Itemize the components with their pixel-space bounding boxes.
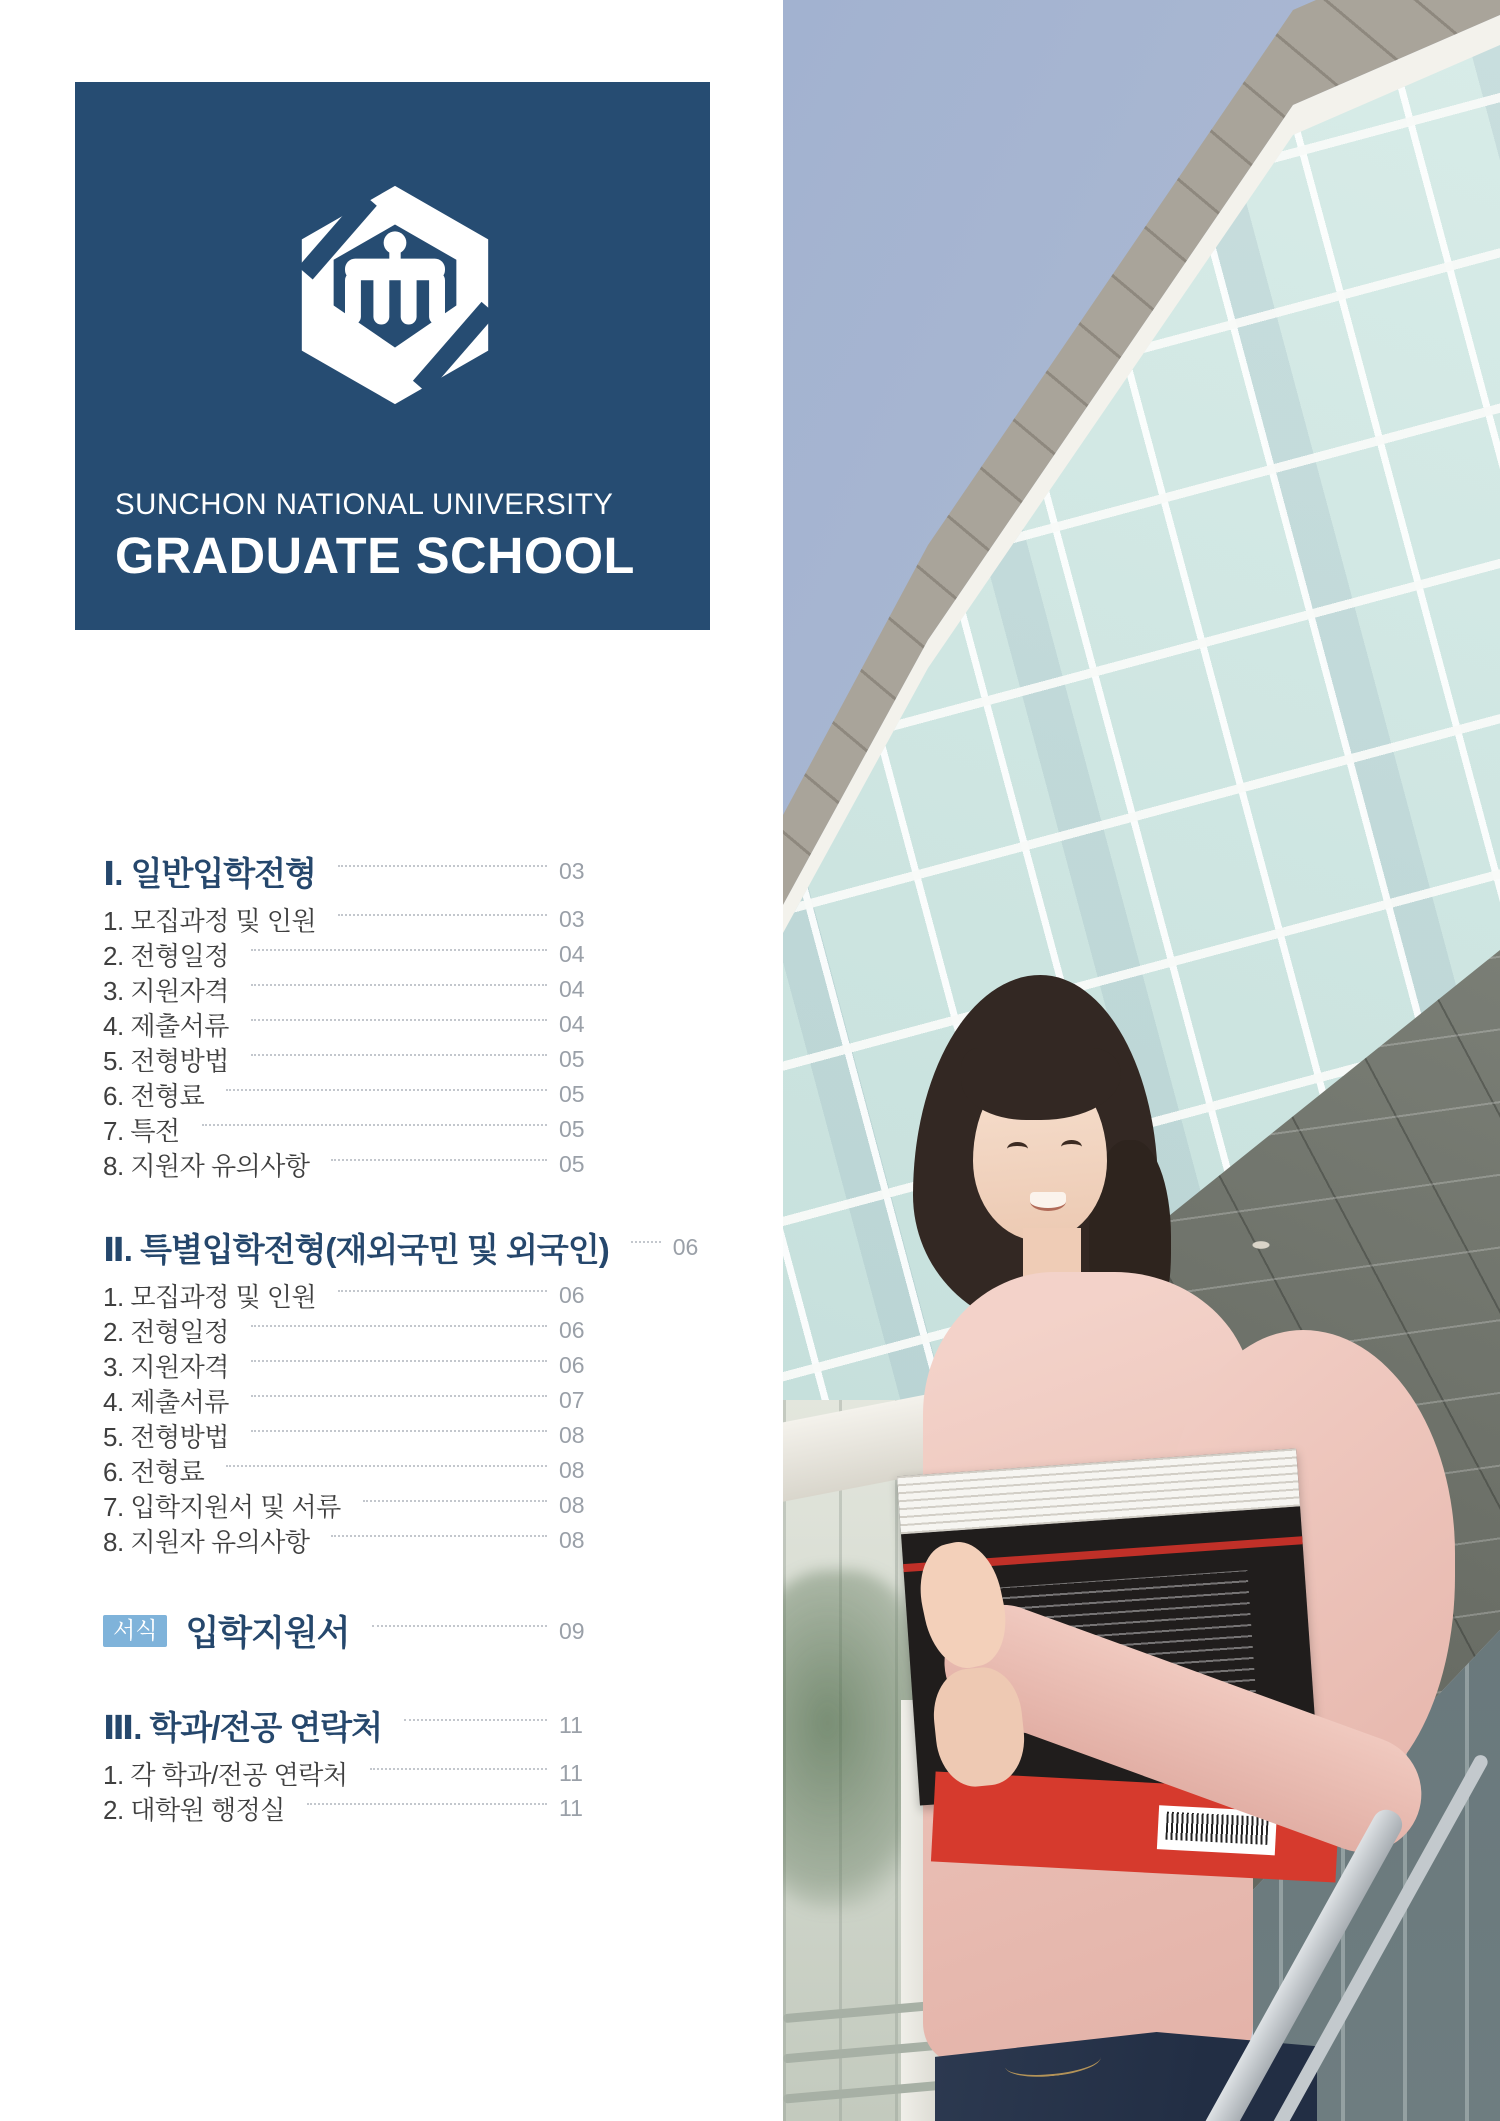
toc-page-number: 08 bbox=[559, 1492, 585, 1518]
toc-item-label: 3. 지원자격 bbox=[103, 1352, 229, 1382]
toc-leader bbox=[251, 984, 547, 986]
brand-panel bbox=[75, 82, 710, 630]
toc-section bbox=[103, 1224, 699, 1558]
toc-item-list bbox=[103, 1278, 595, 1558]
toc-entry bbox=[103, 1224, 699, 1270]
toc-leader bbox=[251, 1019, 547, 1021]
toc-item bbox=[103, 1147, 595, 1182]
toc-item-label: 7. 입학지원서 및 서류 bbox=[103, 1492, 341, 1522]
toc-section bbox=[103, 848, 595, 1182]
toc-entry bbox=[103, 1702, 595, 1748]
toc-leader bbox=[226, 1465, 547, 1467]
toc-page-number: 05 bbox=[559, 1081, 585, 1107]
toc-item bbox=[103, 1383, 595, 1418]
toc-form-block bbox=[103, 1606, 595, 1656]
toc-item bbox=[103, 1042, 595, 1077]
toc-item bbox=[103, 1418, 595, 1453]
toc-section bbox=[103, 1702, 595, 1826]
toc-page-number: 11 bbox=[559, 1760, 583, 1786]
toc-item bbox=[103, 972, 595, 1007]
toc-item-label: 3. 지원자격 bbox=[103, 976, 229, 1006]
toc-entry-label: 입학지원서 bbox=[185, 1614, 350, 1653]
toc-page-number: 03 bbox=[559, 857, 585, 884]
toc-page-number: 11 bbox=[559, 1795, 583, 1821]
campus-photo bbox=[783, 0, 1500, 2121]
photo-student-smile bbox=[1030, 1192, 1066, 1211]
toc-leader bbox=[404, 1719, 547, 1721]
toc-page-number: 06 bbox=[559, 1282, 585, 1308]
toc-leader bbox=[631, 1241, 661, 1243]
toc-item bbox=[103, 1077, 595, 1112]
toc-item-label: 4. 제출서류 bbox=[103, 1011, 229, 1041]
toc-item-label: 1. 각 학과/전공 연락처 bbox=[103, 1760, 348, 1790]
toc-item-label: 2. 전형일정 bbox=[103, 941, 229, 971]
toc-item-label: 2. 전형일정 bbox=[103, 1317, 229, 1347]
toc-page-number: 06 bbox=[559, 1317, 585, 1343]
toc-page-number: 03 bbox=[559, 906, 585, 932]
toc-page-number: 06 bbox=[559, 1352, 585, 1378]
toc-entry-label: Ⅱ. 특별입학전형(재외국민 및 외국인) bbox=[103, 1230, 609, 1268]
toc-leader bbox=[331, 1535, 547, 1537]
toc-leader bbox=[307, 1803, 547, 1805]
toc-page-number: 08 bbox=[559, 1457, 585, 1483]
toc-page-number: 11 bbox=[559, 1711, 583, 1738]
toc-item-label: 8. 지원자 유의사항 bbox=[103, 1527, 310, 1557]
photo-jeans-stitch bbox=[1004, 2043, 1102, 2081]
brand-line-graduate-school: GRADUATE SCHOOL bbox=[115, 527, 635, 584]
toc-item-label: 1. 모집과정 및 인원 bbox=[103, 906, 317, 936]
university-logo-icon bbox=[280, 170, 510, 420]
toc-page-number: 07 bbox=[559, 1387, 585, 1413]
toc-item-label: 6. 전형료 bbox=[103, 1457, 205, 1487]
toc-item bbox=[103, 1348, 595, 1383]
toc-page-number: 04 bbox=[559, 941, 585, 967]
toc-item bbox=[103, 1278, 595, 1313]
toc-page-number: 05 bbox=[559, 1116, 585, 1142]
brand-line-university: SUNCHON NATIONAL UNIVERSITY bbox=[115, 488, 614, 521]
toc-item bbox=[103, 937, 595, 972]
toc-item-label: 7. 특전 bbox=[103, 1116, 180, 1146]
toc-item-label: 2. 대학원 행정실 bbox=[103, 1795, 285, 1825]
toc-leader bbox=[338, 865, 547, 867]
toc-item bbox=[103, 1756, 595, 1791]
toc-leader bbox=[251, 1430, 547, 1432]
toc-leader bbox=[251, 949, 547, 951]
toc-leader bbox=[370, 1768, 547, 1770]
toc-page-number: 08 bbox=[559, 1527, 585, 1553]
toc-leader bbox=[202, 1124, 547, 1126]
toc-item-list bbox=[103, 902, 595, 1182]
toc-leader bbox=[372, 1625, 548, 1627]
toc-leader bbox=[331, 1159, 547, 1161]
toc-page-number: 04 bbox=[559, 1011, 585, 1037]
toc-item bbox=[103, 1523, 595, 1558]
form-badge: 서식 bbox=[103, 1615, 167, 1647]
toc-item bbox=[103, 1007, 595, 1042]
toc-item-list bbox=[103, 1756, 595, 1826]
toc-entry-label: Ⅰ. 일반입학전형 bbox=[103, 854, 316, 892]
toc-item-label: 6. 전형료 bbox=[103, 1081, 205, 1111]
toc-item-label: 5. 전형방법 bbox=[103, 1422, 229, 1452]
toc-leader bbox=[338, 1290, 547, 1292]
toc-page-number: 06 bbox=[672, 1233, 699, 1260]
toc-page-number: 05 bbox=[559, 1151, 585, 1177]
toc-entry-label: Ⅲ. 학과/전공 연락처 bbox=[103, 1708, 383, 1746]
toc-item bbox=[103, 1453, 595, 1488]
toc-item bbox=[103, 1112, 595, 1147]
table-of-contents bbox=[103, 848, 699, 1826]
toc-leader bbox=[251, 1325, 547, 1327]
photo-student-eye bbox=[1007, 1142, 1028, 1156]
photo-student bbox=[783, 0, 1500, 2121]
toc-leader bbox=[251, 1360, 547, 1362]
toc-item-label: 8. 지원자 유의사항 bbox=[103, 1151, 310, 1181]
toc-entry bbox=[103, 848, 595, 894]
photo-student-eye bbox=[1061, 1140, 1082, 1154]
toc-page-number: 09 bbox=[559, 1617, 585, 1644]
toc-leader bbox=[251, 1054, 547, 1056]
toc-leader bbox=[338, 914, 547, 916]
toc-item bbox=[103, 1488, 595, 1523]
toc-entry bbox=[103, 1606, 595, 1656]
toc-page-number: 05 bbox=[559, 1046, 585, 1072]
toc-item-label: 1. 모집과정 및 인원 bbox=[103, 1282, 317, 1312]
toc-leader bbox=[251, 1395, 547, 1397]
toc-item bbox=[103, 1313, 595, 1348]
toc-item-label: 5. 전형방법 bbox=[103, 1046, 229, 1076]
toc-leader bbox=[226, 1089, 547, 1091]
toc-item bbox=[103, 902, 595, 937]
toc-leader bbox=[363, 1500, 547, 1502]
toc-page-number: 08 bbox=[559, 1422, 585, 1448]
toc-item-label: 4. 제출서류 bbox=[103, 1387, 229, 1417]
toc-page-number: 04 bbox=[559, 976, 585, 1002]
toc-item bbox=[103, 1791, 595, 1826]
